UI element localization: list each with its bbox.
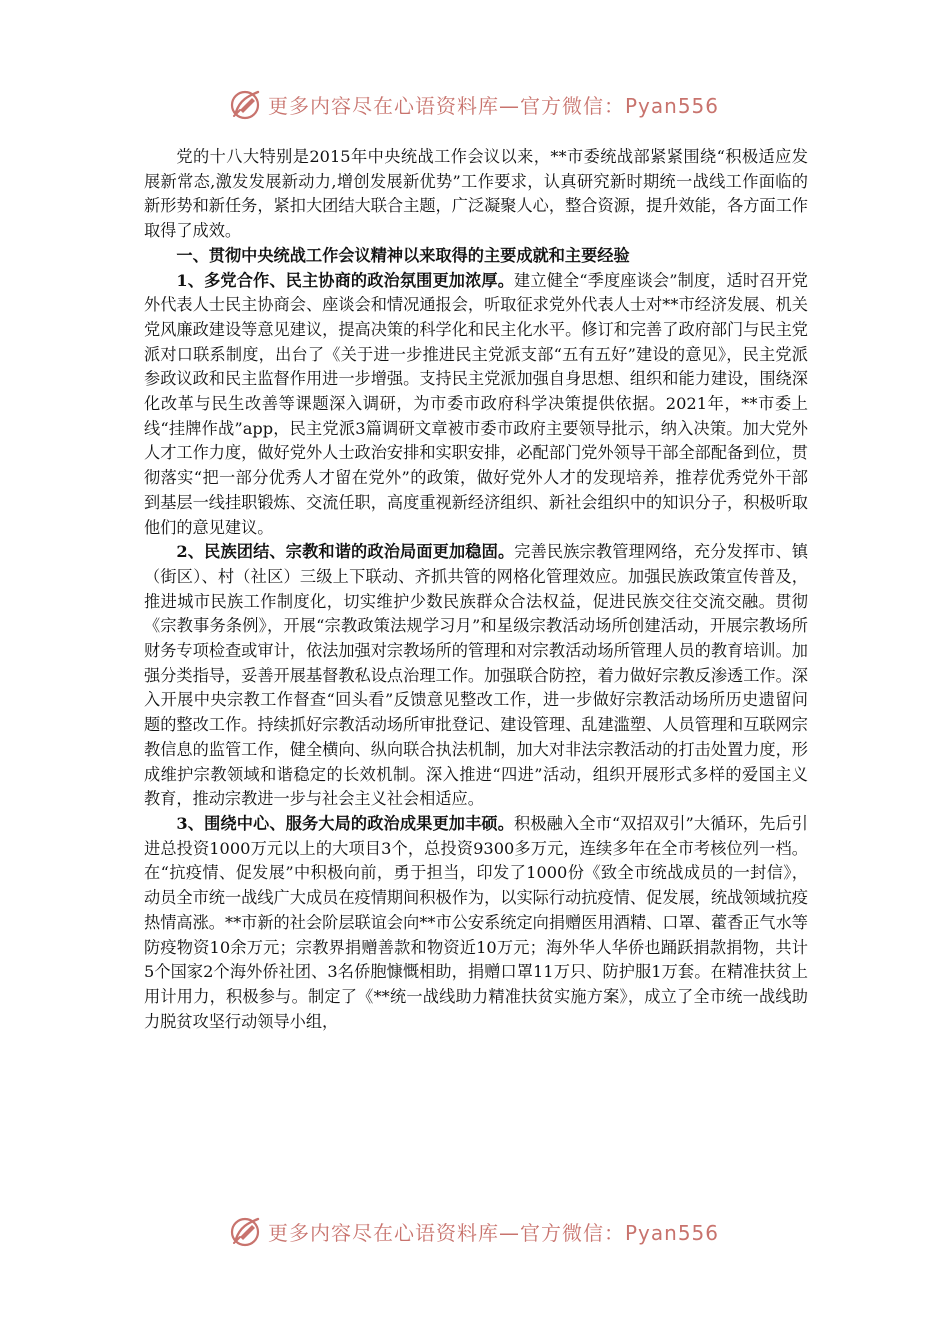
item-lead-3: 3、围绕中心、服务大局的政治成果更加丰硕。: [176, 813, 515, 833]
intro-paragraph: 党的十八大特别是2015年中央统战工作会议以来，**市委统战部紧紧围绕“积极适应发展新常态,激发发展新动力,增创发展新优势”工作要求，认真研究新时期统一战线工作面临的新形势和新任务，紧扣大团结大联合主题，广泛凝聚人心，整合资源，提升效能，各方面工作取得了成效。: [144, 147, 808, 241]
header-banner: [228, 84, 748, 124]
pen-swirl-logo-icon: [228, 1213, 264, 1249]
footer-banner: [228, 1211, 748, 1251]
item-body-2: 完善民族宗教管理网络，充分发挥市、镇（街区）、村（社区）三级上下联动、齐抓共管的网格化管理效应。加强民族政策宣传普及，推进城市民族工作制度化，切实维护少数民族群众合法权益，促进民族交往交流交融。贯彻《宗教事务条例》，开展“宗教政策法规学习月”和星级宗教活动场所创建活动，开展宗教场所财务专项检查或审计，依法加强对宗教场所的管理和对宗教活动场所管理人员的教育培训。加强分类指导，妥善开展基督教私设点治理工作。加强联合防控，着力做好宗教反渗透工作。深入开展中央宗教工作督查“回头看”反馈意见整改工作，进一步做好宗教活动场所历史遗留问题的整改工作。持续抓好宗教活动场所审批登记、建设管理、乱建滥塑、人员管理和互联网宗教信息的监管工作，健全横向、纵向联合执法机制，加大对非法宗教活动的打击处置力度，形成维护宗教领域和谐稳定的长效机制。深入推进“四进”活动，组织开展形式多样的爱国主义教育，推动宗教进一步与社会主义社会相适应。: [144, 542, 809, 809]
item-paragraph-2: [144, 540, 808, 812]
banner-text: 更多内容尽在心语资料库—官方微信：Pyan556: [268, 93, 720, 118]
item-paragraph-3: [144, 812, 808, 1034]
item-body-3: 积极融入全市“双招双引”大循环，先后引进总投资1000万元以上的大项目3个，总投资9300多万元，连续多年在全市考核位列一档。在“抗疫情、促发展”中积极向前，勇于担当，印发了1000份《致全市统战成员的一封信》，动员全市统一战线广大成员在疫情期间积极作为，以实际行动抗疫情、促发展，统战领域抗疫热情高涨。**市新的社会阶层联谊会向**市公安系统定向捐赠医用酒精、口罩、藿香正气水等防疫物资10余万元；宗教界捐赠善款和物资近10万元；海外华人华侨也踊跃捐款捐物，共计5个国家2个海外侨社团、3名侨胞慷慨相助，捐赠口罩11万只、防护服1万套。在精准扶贫上用计用力，积极参与。制定了《**统一战线助力精准扶贫实施方案》，成立了全市统一战线助力脱贫攻坚行动领导小组，: [144, 813, 808, 1031]
item-paragraph-1: [144, 269, 808, 541]
banner-text: 更多内容尽在心语资料库—官方微信：Pyan556: [268, 1220, 720, 1245]
pen-swirl-logo-icon: [228, 86, 264, 122]
item-lead-2: 2、民族团结、宗教和谐的政治局面更加稳固。: [176, 542, 515, 562]
document-body: [144, 145, 808, 1034]
item-lead-1: 1、多党合作、民主协商的政治氛围更加浓厚。: [176, 270, 515, 290]
section-heading: 一、贯彻中央统战工作会议精神以来取得的主要成就和主要经验: [176, 245, 630, 265]
item-body-1: 建立健全“季度座谈会”制度，适时召开党外代表人士民主协商会、座谈会和情况通报会，听取征求党外代表人士对**市经济发展、机关党风廉政建设等意见建议，提高决策的科学化和民主化水平。修订和完善了政府部门与民主党派对口联系制度，出台了《关于进一步推进民主党派支部“五有五好”建设的意见》，民主党派参政议政和民主监督作用进一步增强。支持民主党派加强自身思想、组织和能力建设，围绕深化改革与民生改善等课题深入调研，为市委市政府科学决策提供依据。2021年，**市委上线“挂牌作战”app，民主党派3篇调研文章被市委市政府主要领导批示，纳入决策。加大党外人才工作力度，做好党外人士政治安排和实职安排，必配部门党外领导干部全部配备到位，贯彻落实“把一部分优秀人才留在党外”的政策，做好党外人才的发现培养，推荐优秀党外干部到基层一线挂职锻炼、交流任职，高度重视新经济组织、新社会组织中的知识分子，积极听取他们的意见建议。: [144, 270, 808, 537]
